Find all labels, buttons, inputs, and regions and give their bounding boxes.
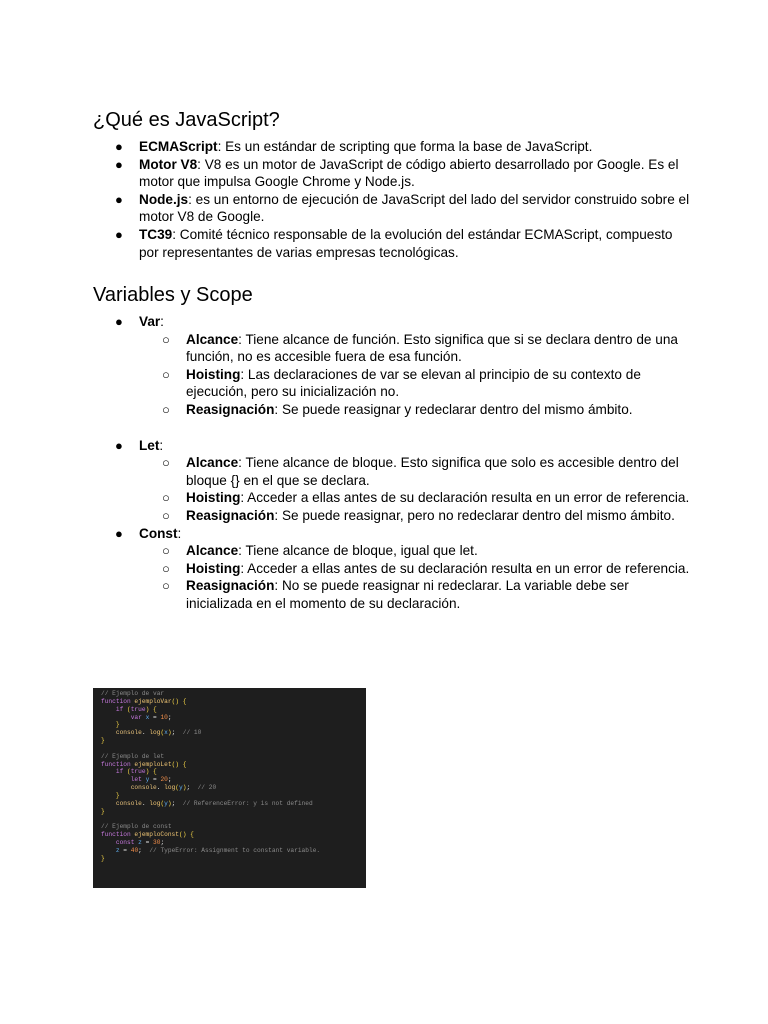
- term: Alcance: [186, 331, 239, 347]
- code-line: [101, 800, 358, 808]
- code-token: log: [149, 729, 161, 737]
- code-line: [101, 792, 358, 800]
- code-token: ;: [160, 839, 165, 847]
- code-token: ): [182, 784, 187, 792]
- sub-item: [93, 542, 693, 560]
- filled-bullet-icon: ●: [115, 226, 123, 242]
- code-token: () {: [171, 760, 187, 768]
- filled-bullet-icon: ●: [115, 191, 123, 207]
- code-token: if: [115, 705, 127, 713]
- filled-bullet-icon: ●: [115, 314, 123, 329]
- term: Reasignación: [186, 578, 275, 594]
- term: Hoisting: [186, 490, 241, 506]
- code-line: [101, 808, 358, 816]
- code-token: .: [156, 784, 165, 792]
- sub-item: [93, 331, 693, 366]
- definition: : es un entorno de ejecución de JavaScript del lado del servidor construido sobre el motor V8 de Google.: [139, 191, 690, 225]
- code-token: true: [130, 768, 146, 776]
- code-token: if: [115, 768, 127, 776]
- term: ECMAScript: [139, 139, 218, 154]
- code-token: const: [115, 839, 139, 847]
- code-token: ejemploConst: [134, 831, 179, 839]
- term: Motor V8: [139, 156, 198, 172]
- code-token: 10: [160, 713, 168, 721]
- sub-item: [93, 489, 693, 507]
- code-token: ;: [167, 776, 172, 784]
- code-token: var: [130, 713, 146, 721]
- code-token: () {: [171, 697, 187, 705]
- term: Alcance: [186, 543, 239, 559]
- code-token: }: [101, 807, 105, 815]
- code-line: [101, 784, 358, 792]
- code-token: log: [164, 784, 176, 792]
- code-token: [101, 714, 131, 721]
- definition: : Tiene alcance de bloque. Esto significa que solo es accesible dentro del bloque {} en el que se declara.: [186, 455, 679, 488]
- code-token: ;: [138, 846, 150, 854]
- code-token: let: [130, 776, 146, 784]
- code-token: (: [160, 799, 165, 807]
- list-item: [93, 191, 693, 226]
- filled-bullet-icon: ●: [115, 525, 123, 541]
- sub-item: [93, 560, 693, 578]
- sub-item: [93, 577, 693, 612]
- hollow-bullet-icon: ○: [162, 507, 170, 523]
- code-line: [101, 847, 358, 855]
- list-item-var: [93, 313, 693, 331]
- definition: : Tiene alcance de bloque, igual que let.: [238, 543, 478, 559]
- hollow-bullet-icon: ○: [162, 366, 170, 382]
- sub-item: [93, 401, 693, 419]
- list-item-let: [93, 437, 693, 455]
- term: Const: [139, 525, 178, 541]
- code-line: [101, 690, 358, 698]
- definition: : No se puede reasignar ni redeclarar. La variable debe ser inicializada en el momento de su declaración.: [186, 578, 629, 611]
- definition: : Es un estándar de scripting que forma la base de JavaScript.: [217, 139, 593, 154]
- code-token: z: [115, 846, 124, 854]
- code-token: y: [164, 799, 168, 807]
- code-token: console: [115, 729, 142, 737]
- code-token: // 10: [182, 729, 202, 737]
- code-token: [101, 784, 131, 791]
- code-line: [101, 831, 358, 839]
- term: Node.js: [139, 191, 189, 207]
- code-token: =: [153, 713, 161, 721]
- code-line: [101, 698, 358, 706]
- code-line: [101, 839, 358, 847]
- code-line: [101, 855, 358, 863]
- code-token: // Ejemplo de const: [101, 823, 172, 831]
- code-token: true: [130, 705, 146, 713]
- code-token: .: [141, 799, 150, 807]
- code-token: }: [101, 854, 105, 862]
- variables-list: [93, 313, 693, 613]
- definition: : Acceder a ellas antes de su declaración resulta en un error de referencia.: [240, 560, 690, 576]
- code-token: }: [101, 721, 120, 729]
- code-token: (: [127, 768, 131, 776]
- code-token: // Ejemplo de var: [101, 690, 165, 697]
- definition: : Las declaraciones de var se elevan al principio de su contexto de ejecución, pero su inicialización no.: [186, 366, 641, 400]
- code-token: (: [160, 729, 165, 737]
- code-line: [101, 823, 358, 831]
- code-token: ;: [186, 784, 198, 792]
- code-token: y: [179, 784, 183, 792]
- code-line: [101, 745, 358, 753]
- filled-bullet-icon: ●: [115, 139, 123, 154]
- code-line: [101, 768, 358, 776]
- term: Var: [139, 314, 161, 329]
- definition: : Tiene alcance de función. Esto significa que si se declara dentro de una función, no es accesible fuera de esa función.: [186, 331, 678, 365]
- heading-variables-y-scope: Variables y Scope: [93, 284, 253, 306]
- code-token: [101, 768, 116, 775]
- list-item: [93, 226, 693, 261]
- code-token: // Ejemplo de let: [101, 752, 165, 760]
- code-token: }: [101, 791, 120, 799]
- code-token: console: [130, 784, 157, 792]
- term: Hoisting: [186, 366, 241, 382]
- code-line: [101, 816, 358, 824]
- code-token: [101, 839, 116, 846]
- hollow-bullet-icon: ○: [162, 578, 170, 594]
- code-token: ejemploVar: [134, 697, 172, 705]
- definition: : V8 es un motor de JavaScript de código abierto desarrollado por Google. Es el motor que impulsa Google Chrome y Node.js.: [139, 156, 679, 190]
- code-token: 40: [130, 846, 139, 854]
- definition: : Comité técnico responsable de la evolución del estándar ECMAScript, compuesto por representantes de varias empresas tecnológicas.: [139, 226, 673, 260]
- heading-que-es-javascript: ¿Qué es JavaScript?: [93, 109, 280, 131]
- code-token: ;: [171, 799, 183, 807]
- code-token: =: [153, 776, 161, 784]
- code-token: log: [149, 799, 161, 807]
- code-token: ) {: [145, 705, 157, 713]
- code-token: // ReferenceError: y is not defined: [182, 799, 313, 807]
- term: Hoisting: [186, 560, 241, 576]
- definition: : Se puede reasignar, pero no redeclarar dentro del mismo ámbito.: [274, 507, 675, 523]
- code-token: z: [138, 839, 146, 847]
- code-token: 20: [160, 776, 168, 784]
- code-line: [101, 714, 358, 722]
- code-token: console: [115, 799, 142, 807]
- code-token: function: [101, 697, 135, 705]
- code-line: [101, 706, 358, 714]
- definition: : Se puede reasignar y redeclarar dentro del mismo ámbito.: [274, 401, 633, 417]
- code-token: }: [101, 737, 105, 745]
- code-token: function: [101, 760, 135, 768]
- code-token: 30: [153, 839, 161, 847]
- list-item-const: [93, 525, 693, 543]
- code-line: [101, 721, 358, 729]
- code-token: [101, 706, 116, 713]
- code-token: ): [167, 799, 172, 807]
- spacer: [93, 419, 693, 437]
- code-line: [101, 761, 358, 769]
- code-token: .: [141, 729, 150, 737]
- suffix: :: [159, 437, 164, 453]
- code-token: =: [145, 839, 154, 847]
- code-token: x: [164, 729, 168, 737]
- code-line: [101, 776, 358, 784]
- list-item: [93, 156, 693, 191]
- code-token: [101, 847, 116, 854]
- code-token: y: [145, 776, 154, 784]
- sub-item: [93, 507, 693, 525]
- definition: : Acceder a ellas antes de su declaración resulta en un error de referencia.: [240, 490, 690, 506]
- code-token: function: [101, 831, 135, 839]
- code-screenshot: [93, 688, 366, 888]
- code-token: // 20: [197, 784, 217, 792]
- term: Alcance: [186, 455, 239, 471]
- code-line: [101, 737, 358, 745]
- term: Reasignación: [186, 507, 275, 523]
- code-token: (: [175, 784, 180, 792]
- code-token: ejemploLet: [134, 760, 172, 768]
- code-token: [101, 729, 116, 736]
- suffix: :: [177, 525, 182, 541]
- term: TC39: [139, 226, 173, 242]
- list-item: [93, 138, 693, 156]
- term: Let: [139, 437, 160, 453]
- suffix: :: [160, 314, 164, 329]
- hollow-bullet-icon: ○: [162, 455, 170, 471]
- code-line: [101, 729, 358, 737]
- hollow-bullet-icon: ○: [162, 490, 170, 506]
- code-token: () {: [178, 831, 194, 839]
- code-token: [101, 800, 116, 807]
- javascript-terms-list: [93, 138, 693, 261]
- code-token: (: [127, 705, 131, 713]
- code-token: ) {: [145, 768, 157, 776]
- sub-item: [93, 454, 693, 489]
- filled-bullet-icon: ●: [115, 156, 123, 172]
- sub-item: [93, 366, 693, 401]
- hollow-bullet-icon: ○: [162, 560, 170, 576]
- code-token: ;: [171, 729, 183, 737]
- hollow-bullet-icon: ○: [162, 331, 170, 347]
- term: Reasignación: [186, 401, 275, 417]
- filled-bullet-icon: ●: [115, 437, 123, 453]
- code-token: ;: [167, 713, 172, 721]
- code-token: ): [167, 729, 172, 737]
- hollow-bullet-icon: ○: [162, 401, 170, 417]
- code-token: // TypeError: Assignment to constant variable.: [149, 846, 321, 854]
- hollow-bullet-icon: ○: [162, 543, 170, 559]
- code-token: =: [123, 846, 131, 854]
- code-token: x: [145, 713, 154, 721]
- code-line: [101, 753, 358, 761]
- code-token: [101, 776, 131, 783]
